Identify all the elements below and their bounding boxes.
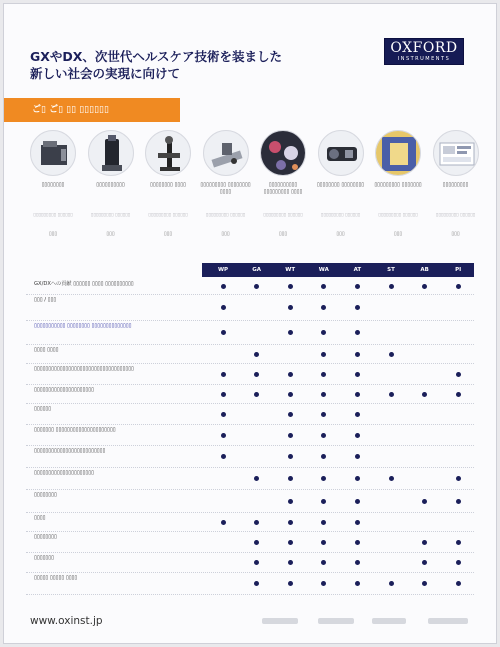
product-card	[371, 130, 425, 255]
check-dot	[288, 305, 293, 310]
table-header	[202, 263, 474, 277]
check-dot	[288, 412, 293, 417]
cell-image-icon	[260, 130, 306, 176]
product-card	[429, 130, 483, 255]
check-dot	[456, 581, 461, 586]
row-label: ▯▯▯▯▯▯▯▯▯▯▯ ▯▯▯▯▯▯▯▯ ▯▯▯▯▯▯▯▯▯▯▯▯▯▯	[34, 323, 132, 329]
check-dot	[321, 305, 326, 310]
check-dot	[355, 305, 360, 310]
partner-logo	[262, 618, 298, 624]
product-card	[199, 130, 253, 255]
product-description: ▯▯▯▯▯▯▯▯▯ ▯▯▯▯▯▯	[205, 213, 246, 218]
check-dot	[321, 352, 326, 357]
product-name: ▯▯▯▯▯▯▯▯▯	[442, 182, 469, 188]
check-dot	[221, 372, 226, 377]
check-dot	[355, 454, 360, 459]
product-card	[26, 130, 80, 255]
product-card	[256, 130, 310, 255]
box-instrument-icon	[30, 130, 76, 176]
check-dot	[288, 581, 293, 586]
product-description: ▯▯▯▯▯▯▯▯▯ ▯▯▯▯▯▯	[378, 213, 418, 218]
check-dot	[422, 540, 427, 545]
row-label: ▯▯▯▯▯▯▯▯▯▯▯▯▯▯▯▯▯▯▯▯▯▯▯▯▯▯▯▯▯▯▯▯▯▯▯	[34, 366, 134, 372]
table-row	[26, 364, 474, 385]
product-code: ▯▯▯	[163, 231, 173, 237]
partner-logo	[372, 618, 406, 624]
product-description: ▯▯▯▯▯▯▯▯▯ ▯▯▯▯▯▯	[33, 213, 73, 218]
check-dot	[456, 284, 461, 289]
check-dot	[221, 433, 226, 438]
check-dot	[422, 499, 427, 504]
product-code: ▯▯▯	[221, 231, 230, 237]
check-dot	[321, 560, 326, 565]
check-dot	[456, 560, 461, 565]
column-header: WT	[285, 267, 296, 273]
product-name: ▯▯▯▯▯▯▯▯▯ ▯▯▯▯▯▯▯▯ ▯▯▯▯	[200, 182, 251, 195]
check-dot	[254, 372, 259, 377]
title-line-1: GXやDX、次世代ヘルスケア技術を装ました	[30, 49, 283, 64]
partner-logo	[318, 618, 354, 624]
check-dot	[288, 476, 293, 481]
table-row	[26, 468, 474, 490]
table-row	[26, 513, 474, 532]
check-dot	[288, 433, 293, 438]
row-label: ▯▯▯▯▯▯▯▯▯▯▯▯▯▯▯▯▯▯▯▯▯▯▯▯▯	[34, 448, 106, 454]
check-dot	[254, 284, 259, 289]
check-dot	[321, 581, 326, 586]
title-line-2: 新しい社会の実現に向けて	[30, 66, 181, 81]
check-dot	[355, 540, 360, 545]
check-dot	[456, 372, 461, 377]
check-dot	[355, 581, 360, 586]
stage-instrument-icon	[203, 130, 249, 176]
table-row	[26, 321, 474, 345]
check-dot	[456, 476, 461, 481]
check-dot	[389, 392, 394, 397]
check-dot	[355, 560, 360, 565]
logo-main-text: OXFORD	[390, 40, 458, 56]
row-label: ▯▯▯ / ▯▯▯	[34, 297, 57, 303]
table-row	[26, 295, 474, 321]
check-dot	[221, 330, 226, 335]
row-label: ▯▯▯▯	[34, 515, 46, 521]
sample-image-icon	[375, 130, 421, 176]
column-header: WA	[318, 267, 329, 273]
check-dot	[288, 392, 293, 397]
check-dot	[321, 330, 326, 335]
product-name: ▯▯▯▯▯▯▯▯	[41, 182, 65, 188]
check-dot	[221, 305, 226, 310]
column-header: PI	[455, 267, 462, 273]
table-row	[26, 425, 474, 446]
product-description: ▯▯▯▯▯▯▯▯▯ ▯▯▯▯▯▯	[263, 213, 303, 218]
check-dot	[254, 581, 259, 586]
product-name: ▯▯▯▯▯▯▯▯▯ ▯▯▯▯▯▯▯	[374, 182, 422, 188]
table-row	[26, 446, 474, 468]
microscope-icon	[145, 130, 191, 176]
check-dot	[221, 284, 226, 289]
check-dot	[355, 372, 360, 377]
row-label: ▯▯▯▯▯▯	[34, 406, 52, 412]
row-label: ▯▯▯▯▯▯▯▯	[34, 534, 57, 540]
check-dot	[288, 454, 293, 459]
table-row	[26, 345, 474, 364]
column-header: GA	[252, 267, 261, 273]
cylinder-instrument-icon	[88, 130, 134, 176]
row-label: ▯▯▯▯▯▯▯▯▯▯▯▯▯▯▯▯▯▯▯▯▯	[34, 387, 94, 393]
check-dot	[456, 392, 461, 397]
check-dot	[254, 476, 259, 481]
document-page	[3, 3, 497, 644]
check-dot	[355, 284, 360, 289]
table-row	[26, 385, 474, 404]
product-description: ▯▯▯▯▯▯▯▯▯ ▯▯▯▯▯▯	[90, 213, 131, 218]
product-card	[314, 130, 368, 255]
product-code: ▯▯▯	[48, 231, 58, 237]
row-label: GX/DXへの貢献 ▯▯▯▯▯▯ ▯▯▯▯ ▯▯▯▯▯▯▯▯▯▯	[34, 281, 134, 287]
product-code: ▯▯▯	[451, 231, 460, 237]
check-dot	[389, 284, 394, 289]
check-dot	[321, 454, 326, 459]
product-card	[141, 130, 195, 255]
check-dot	[321, 499, 326, 504]
check-dot	[456, 540, 461, 545]
check-dot	[355, 520, 360, 525]
check-dot	[355, 499, 360, 504]
check-dot	[254, 392, 259, 397]
product-description: ▯▯▯▯▯▯▯▯▯ ▯▯▯▯▯▯	[148, 213, 188, 218]
check-dot	[321, 392, 326, 397]
check-dot	[288, 499, 293, 504]
product-description: ▯▯▯▯▯▯▯▯▯ ▯▯▯▯▯▯	[435, 213, 476, 218]
check-dot	[288, 284, 293, 289]
check-dot	[321, 372, 326, 377]
product-description: ▯▯▯▯▯▯▯▯▯ ▯▯▯▯▯▯	[320, 213, 361, 218]
column-header: ST	[387, 267, 395, 273]
check-dot	[321, 540, 326, 545]
check-dot	[254, 560, 259, 565]
check-dot	[288, 520, 293, 525]
row-label: ▯▯▯▯▯▯▯▯▯▯▯▯▯▯▯▯▯▯▯▯▯	[34, 470, 94, 476]
check-dot	[321, 284, 326, 289]
check-dot	[288, 540, 293, 545]
check-dot	[221, 520, 226, 525]
check-dot	[254, 520, 259, 525]
check-dot	[288, 330, 293, 335]
check-dot	[221, 454, 226, 459]
logo-sub-text: INSTRUMENTS	[397, 56, 451, 62]
check-dot	[389, 476, 394, 481]
check-dot	[254, 352, 259, 357]
page-title	[30, 48, 330, 82]
column-header: AB	[420, 267, 429, 273]
partner-logo	[428, 618, 468, 624]
product-code: ▯▯▯	[393, 231, 403, 237]
row-label: ▯▯▯▯▯▯▯	[34, 555, 54, 561]
website-link[interactable]: www.oxinst.jp	[30, 615, 103, 627]
row-label: ▯▯▯▯▯ ▯▯▯▯▯ ▯▯▯▯	[34, 575, 78, 581]
table-row	[26, 573, 474, 595]
check-dot	[254, 540, 259, 545]
check-dot	[422, 284, 427, 289]
check-dot	[221, 392, 226, 397]
check-dot	[355, 412, 360, 417]
check-dot	[355, 330, 360, 335]
product-code: ▯▯▯	[106, 231, 115, 237]
column-header: AT	[353, 267, 362, 273]
oxford-instruments-logo	[384, 38, 464, 65]
check-dot	[355, 392, 360, 397]
row-label: ▯▯▯▯▯▯▯ ▯▯▯▯▯▯▯▯▯▯▯▯▯▯▯▯▯▯▯▯▯	[34, 427, 116, 433]
product-name: ▯▯▯▯▯▯▯▯ ▯▯▯▯	[150, 182, 186, 188]
check-dot	[321, 520, 326, 525]
table-row	[26, 490, 474, 513]
check-dot	[422, 392, 427, 397]
check-dot	[422, 581, 427, 586]
product-code: ▯▯▯	[278, 231, 288, 237]
check-dot	[389, 352, 394, 357]
product-lineup	[26, 130, 481, 255]
product-name: ▯▯▯▯▯▯▯▯ ▯▯▯▯▯▯▯▯	[316, 182, 365, 188]
check-dot	[456, 499, 461, 504]
check-dot	[355, 476, 360, 481]
table-row	[26, 279, 474, 295]
product-name: ▯▯▯▯▯▯▯▯▯▯	[96, 182, 125, 188]
check-dot	[288, 372, 293, 377]
table-row	[26, 532, 474, 553]
product-name: ▯▯▯▯▯▯▯▯▯▯ ▯▯▯▯▯▯▯▯▯ ▯▯▯▯	[263, 182, 303, 195]
table-row	[26, 404, 474, 425]
section-banner: ご▯ ご▯ ▯▯ ▯▯▯▯▯▯	[4, 98, 180, 122]
row-label: ▯▯▯▯▯▯▯▯	[34, 492, 57, 498]
check-dot	[355, 433, 360, 438]
check-dot	[321, 476, 326, 481]
product-code: ▯▯▯	[336, 231, 345, 237]
column-header: WP	[217, 267, 229, 273]
check-dot	[288, 560, 293, 565]
check-dot	[389, 581, 394, 586]
check-dot	[422, 560, 427, 565]
check-dot	[221, 412, 226, 417]
software-screen-icon	[433, 130, 479, 176]
check-dot	[321, 433, 326, 438]
product-card	[84, 130, 138, 255]
row-label: ▯▯▯▯ ▯▯▯▯	[34, 347, 59, 353]
table-row	[26, 553, 474, 573]
camera-icon	[318, 130, 364, 176]
check-dot	[355, 352, 360, 357]
check-dot	[321, 412, 326, 417]
